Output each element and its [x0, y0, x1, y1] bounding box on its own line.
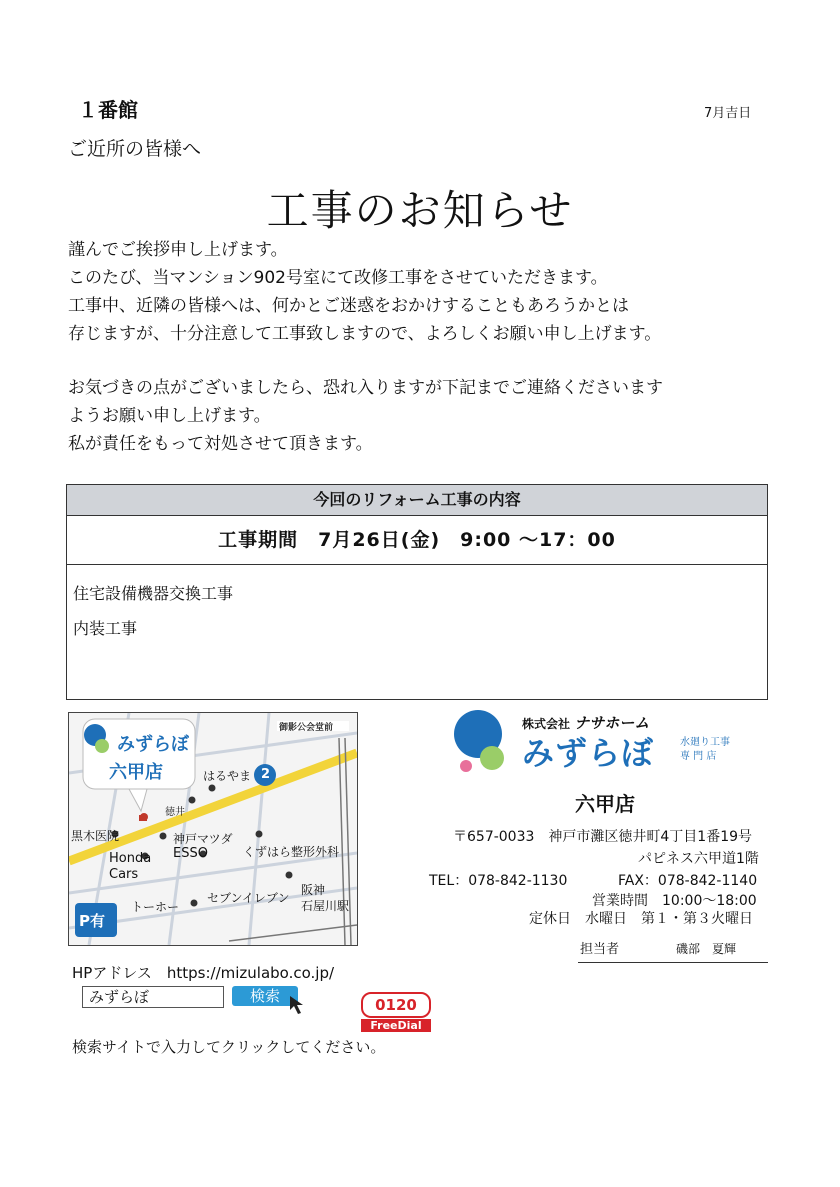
- address-line-1: 〒657-0033 神戸市灘区徳井町4丁目1番19号: [453, 829, 753, 845]
- search-input: みずらぼ: [82, 986, 224, 1008]
- company-tagline: 水廻り工事 専 門 店: [680, 737, 730, 762]
- staff-name: 磯部 夏輝: [676, 942, 737, 956]
- closed-days: 定休日 水曜日 第１・第３火曜日: [529, 911, 753, 927]
- notice-body: [68, 236, 663, 458]
- reform-heading: 今回のリフォーム工事の内容: [67, 485, 767, 516]
- work-period: 工事期間 7月26日(金) 9:00 ～17：00: [67, 516, 767, 565]
- access-map: [68, 712, 358, 946]
- company-brand: みずらぼ: [522, 734, 655, 772]
- search-button: 検索: [232, 986, 298, 1006]
- branch-name: 六甲店: [575, 792, 635, 816]
- paragraph-gap: [68, 348, 663, 374]
- company-prefix: 株式会社 ナサホーム: [522, 714, 650, 732]
- map-store-name: みずらぼ: [117, 734, 189, 755]
- building-name: １番館: [78, 98, 138, 122]
- freedial-number: 0120: [361, 992, 431, 1018]
- map-store-branch: 六甲店: [109, 762, 163, 783]
- body-line: お気づきの点がございましたら、恐れ入りますが下記までご連絡くださいます: [68, 378, 663, 398]
- map-label-kuroki: 黒木医院: [71, 829, 120, 843]
- work-item: 内装工事: [73, 619, 138, 638]
- body-line: 謹んでご挨拶申し上げます。: [68, 240, 288, 260]
- map-label-station1: 阪神: [301, 883, 326, 897]
- body-line: 存じますが、十分注意して工事致しますので、よろしくお願い申し上げます。: [68, 324, 662, 344]
- parking-badge: P有: [79, 912, 105, 930]
- map-label-seven: セブンイレブン: [207, 891, 290, 905]
- work-item: 住宅設備機器交換工事: [73, 584, 234, 603]
- business-hours: 営業時間 10:00～18:00: [592, 893, 757, 909]
- address-line-2: パピネス六甲道1階: [638, 851, 759, 867]
- mouse-cursor-icon: [288, 994, 310, 1016]
- body-line: 工事中、近隣の皆様へは、何かとご迷惑をおかけすることもあろうかとは: [68, 296, 629, 316]
- freedial-text: FreeDial: [361, 1019, 431, 1032]
- work-items: [67, 565, 767, 667]
- page-title: 工事のお知らせ: [266, 186, 574, 235]
- staff-label: 担当者: [580, 942, 620, 957]
- company-logo-mark: [448, 706, 518, 776]
- map-label-honda: Honda: [109, 851, 152, 866]
- body-line: 私が責任をもって対処させて頂きます。: [68, 434, 373, 454]
- hp-address: HPアドレス https://mizulabo.co.jp/: [72, 964, 335, 982]
- greeting: ご近所の皆様へ: [68, 138, 202, 160]
- search-instruction: 検索サイトで入力してクリックしてください。: [72, 1038, 386, 1056]
- staff-underline: [578, 962, 768, 963]
- map-label-haruyama: はるやま: [203, 769, 252, 783]
- reform-content-box: [66, 484, 768, 700]
- body-line: ようお願い申し上げます。: [68, 406, 271, 426]
- map-label-station2: 石屋川駅: [301, 899, 350, 913]
- map-route-number: 2: [261, 767, 271, 782]
- company-group: ナサホーム: [574, 714, 650, 732]
- map-label-tokui: 徳井: [165, 807, 185, 818]
- map-label-intersection: 御影公会堂前: [279, 723, 334, 733]
- fax-number: FAX：078-842-1140: [618, 873, 758, 889]
- freedial-logo: [361, 992, 431, 1032]
- map-label-toho: トーホー: [131, 900, 180, 914]
- map-label-esso: ESSO: [173, 846, 208, 861]
- phone-number: TEL：078-842-1130: [429, 873, 568, 889]
- map-label-kuzuhara: くずはら整形外科: [243, 845, 340, 859]
- notice-date: 7月吉日: [704, 106, 752, 121]
- map-label-mazda: 神戸マツダ: [173, 832, 233, 846]
- body-line: このたび、当マンション902号室にて改修工事をさせていただきます。: [68, 268, 608, 288]
- map-label-cars: Cars: [109, 867, 139, 882]
